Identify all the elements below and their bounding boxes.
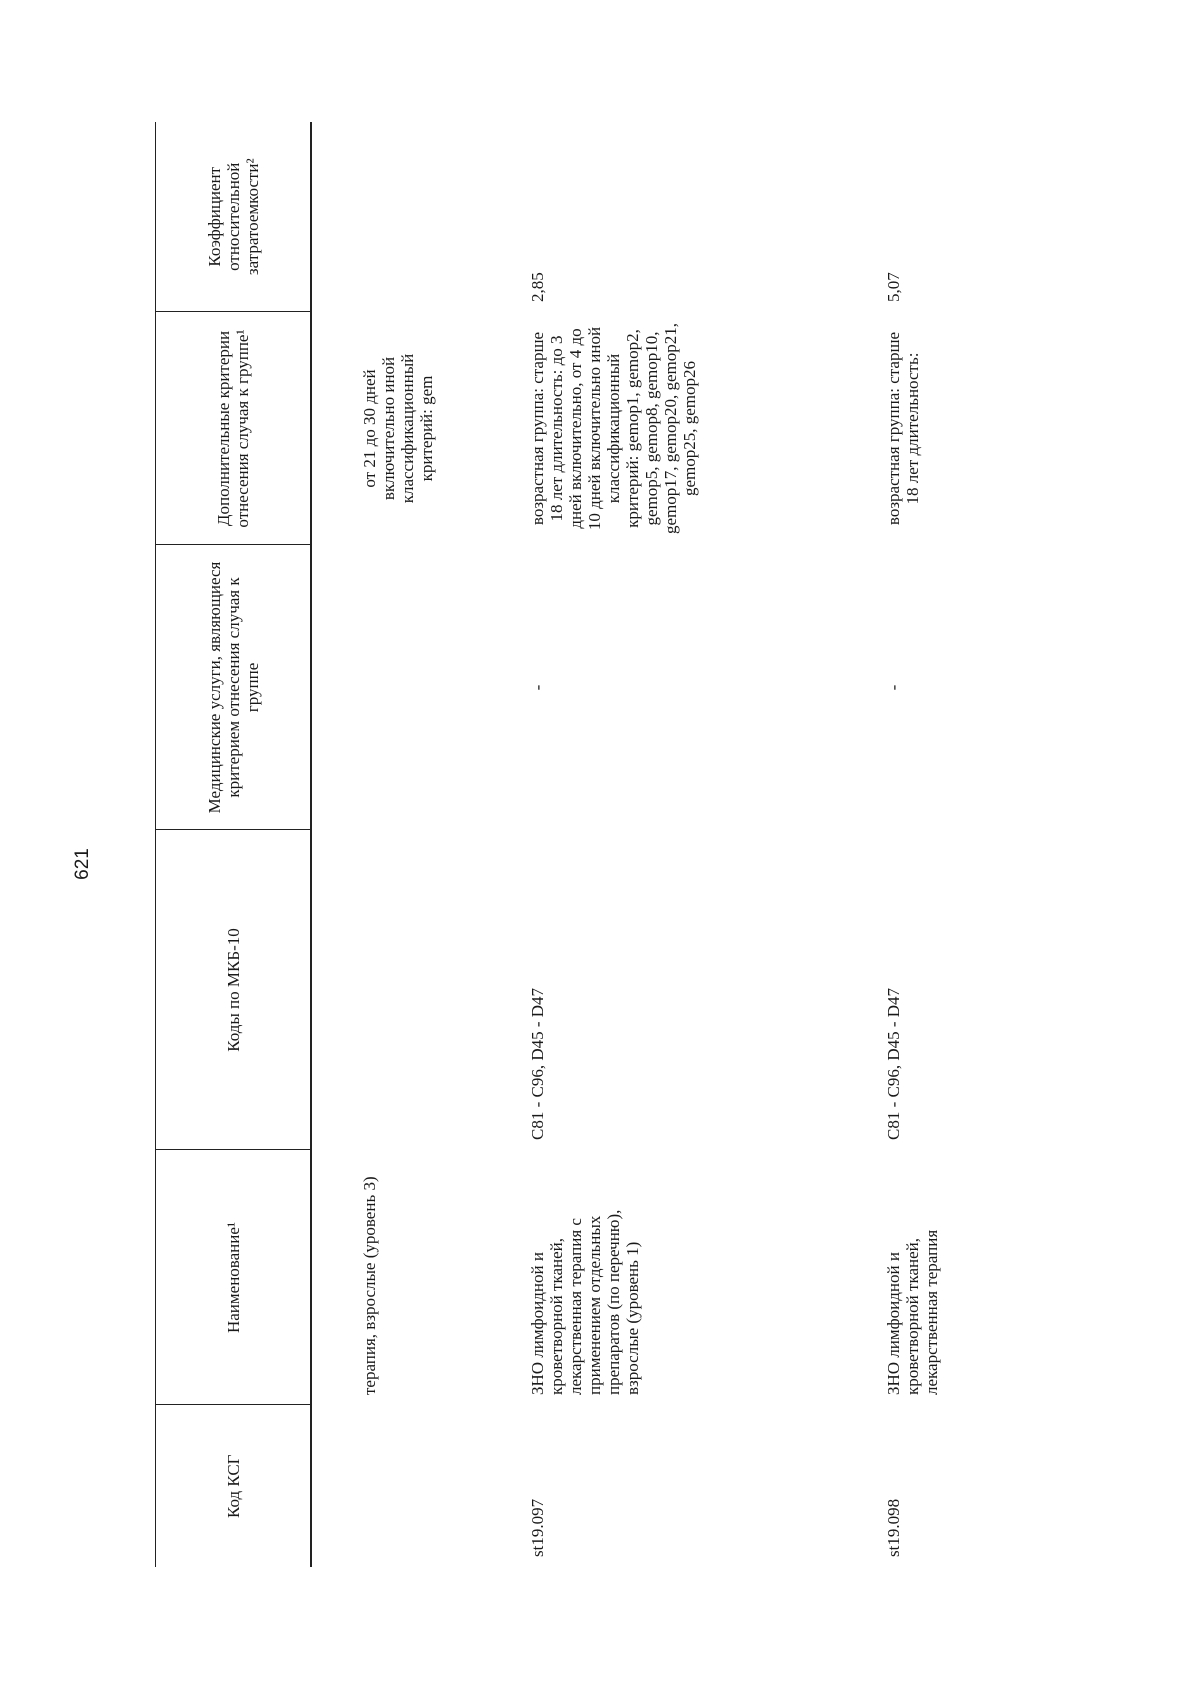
cell-code [311, 1405, 520, 1567]
page-number: 621 [72, 848, 93, 880]
table-row [311, 122, 520, 1567]
header-name: Наименование¹ [156, 1150, 312, 1405]
cell-name: ЗНО лимфоидной и кроветворной тканей, лекарственная терапия [884, 1229, 941, 1395]
header-medical-services: Медицинские услуги, являющиеся критерием отнесения случая к группе [156, 545, 312, 830]
table-row [876, 122, 1034, 1567]
cell-coefficient: 2,85 [528, 272, 547, 302]
cell-services [311, 545, 520, 830]
cell-coefficient [311, 122, 520, 312]
cell-name: ЗНО лимфоидной и кроветворной тканей, лекарственная терапия с применением отдельных препаратов (по перечню), взрослые (уровень 1) [528, 1209, 642, 1395]
header-coefficient: Коэффициент относительной затратоемкости² [156, 122, 312, 312]
cell-criteria: от 21 до 30 дней включительно иной классификационный критерий: gem [360, 353, 436, 504]
cell-icd: C81 - C96, D45 - D47 [884, 987, 903, 1140]
cell-coefficient: 5,07 [884, 272, 903, 302]
cell-services: - [884, 684, 903, 691]
cell-name: терапия, взрослые (уровень 3) [360, 1176, 379, 1395]
cell-criteria: возрастная группа: старше 18 лет длительность: [884, 331, 922, 526]
cell-criteria: возрастная группа: старше 18 лет длительность: до 3 дней включительно, от 4 до 10 дней включительно иной классификационный критерий: gemop1, gemop2, gemop5, gemop8, gemop10, gemop17, gemop20, gemop21, gemop25, gemop26 [528, 322, 699, 535]
ksg-table [155, 122, 1034, 1567]
cell-icd: C81 - C96, D45 - D47 [528, 987, 547, 1140]
cell-services: - [528, 684, 547, 691]
header-icd-codes: Коды по МКБ-10 [156, 830, 312, 1150]
table-rotated-container [155, 122, 1110, 1567]
cell-code: st19.098 [884, 1498, 903, 1557]
table-header-row [156, 122, 312, 1567]
cell-icd [311, 830, 520, 1150]
header-additional-criteria: Дополнительные критерии отнесения случая к группе¹ [156, 312, 312, 545]
table-row [520, 122, 876, 1567]
cell-code: st19.097 [528, 1498, 547, 1557]
header-ksg-code: Код КСГ [156, 1405, 312, 1567]
